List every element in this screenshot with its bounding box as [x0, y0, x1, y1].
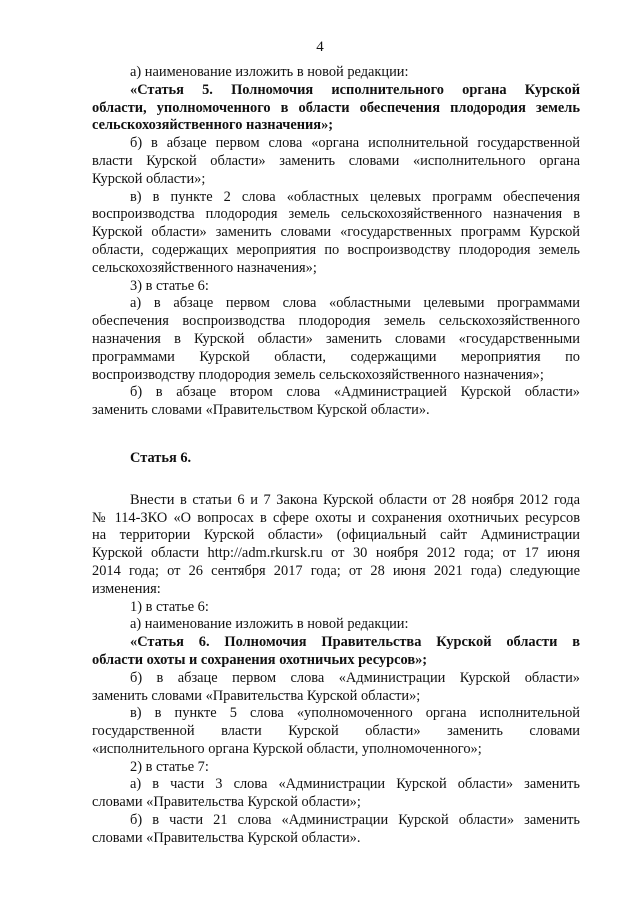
text-line: обеспечения воспроизводства плодородия земель сельскохозяйственного [92, 313, 580, 330]
text-line: назначения в Курской области» заменить словами «государственными [92, 330, 580, 347]
text-line: Курской области» заменить словами «государственных программ Курской [92, 224, 580, 241]
text-line: Курской области http://adm.rkursk.ru от 30 ноября 2012 года; от 17 июня [92, 545, 580, 562]
item-2-heading: 2) в статье 7: [130, 758, 209, 775]
article-6-intro [92, 492, 580, 599]
item-2a-paragraph [92, 776, 580, 812]
text-line: в) в пункте 2 слова «областных целевых программ обеспечения [130, 188, 580, 205]
document-body [92, 64, 580, 848]
item-1-heading: 1) в статье 6: [130, 598, 209, 615]
item-1b-paragraph [92, 670, 580, 706]
text-line: 2014 года; от 26 сентября 2017 года; от 28 июня 2021 года) следующие [92, 562, 580, 579]
text-line: государственной власти Курской области» заменить словами [92, 723, 580, 740]
text-line: воспроизводству плодородия земель сельскохозяйственного назначения»; [92, 366, 544, 383]
text-line: словами «Правительства Курской области»; [92, 794, 361, 811]
article5-new-title [92, 82, 580, 135]
text-line: на территории Курской области» (официальный сайт Администрации [92, 527, 580, 544]
text-line: а) в части 3 слова «Администрации Курской области» заменить [130, 776, 580, 793]
text-line: программами Курской области, содержащими мероприятия по [92, 348, 580, 365]
text-line: заменить словами «Правительства Курской области»; [92, 687, 421, 704]
text-line: области, уполномоченного в области обеспечения плодородия земель [92, 99, 580, 116]
text-line: б) в абзаце втором слова «Администрацией Курской области» [130, 384, 580, 401]
text-line: изменения: [92, 580, 161, 597]
item-3-heading: 3) в статье 6: [130, 277, 209, 294]
article-6-heading: Статья 6. [130, 449, 192, 466]
item-1v-paragraph [92, 705, 580, 758]
item-3a-paragraph [92, 295, 580, 384]
article6-new-title [92, 634, 580, 670]
text-line: власти Курской области» заменить словами «исполнительного органа [92, 152, 580, 169]
item-2b-paragraph [92, 812, 580, 848]
item-a-intro: а) наименование изложить в новой редакции: [130, 64, 409, 80]
text-line: словами «Правительства Курской области». [92, 829, 361, 846]
text-line: в) в пункте 5 слова «уполномоченного органа исполнительной [130, 705, 580, 722]
text-line: области охоты и сохранения охотничьих ресурсов»; [92, 651, 428, 668]
text-line: воспроизводства плодородия земель сельскохозяйственного назначения в [92, 206, 580, 223]
text-line: № 114-ЗКО «О вопросах в сфере охоты и сохранения охотничьих ресурсов [92, 509, 580, 526]
item-3b-paragraph [92, 384, 580, 420]
text-line: «Статья 5. Полномочия исполнительного органа Курской [130, 81, 580, 98]
text-line: б) в абзаце первом слова «органа исполнительной государственной [130, 135, 580, 152]
item-b-paragraph [92, 135, 580, 188]
text-line: области, содержащих мероприятия по воспроизводству плодородия земель [92, 241, 580, 258]
text-line: а) в абзаце первом слова «областными целевыми программами [130, 295, 580, 312]
text-line: б) в абзаце первом слова «Администрации Курской области» [130, 669, 580, 686]
page-number: 4 [316, 39, 324, 55]
item-1a-intro: а) наименование изложить в новой редакции: [130, 616, 409, 633]
text-line: сельскохозяйственного назначения»; [92, 259, 317, 276]
text-line: сельскохозяйственного назначения»; [92, 117, 334, 134]
text-line: б) в части 21 слова «Администрации Курской области» заменить [130, 812, 580, 829]
item-v-paragraph [92, 189, 580, 278]
text-line: Внести в статьи 6 и 7 Закона Курской области от 28 ноября 2012 года [130, 491, 580, 508]
text-line: «исполнительного органа Курской области, уполномоченного»; [92, 740, 482, 757]
text-line: «Статья 6. Полномочия Правительства Курской области в [130, 634, 580, 651]
text-line: заменить словами «Правительством Курской области». [92, 402, 430, 419]
text-line: Курской области»; [92, 170, 206, 187]
